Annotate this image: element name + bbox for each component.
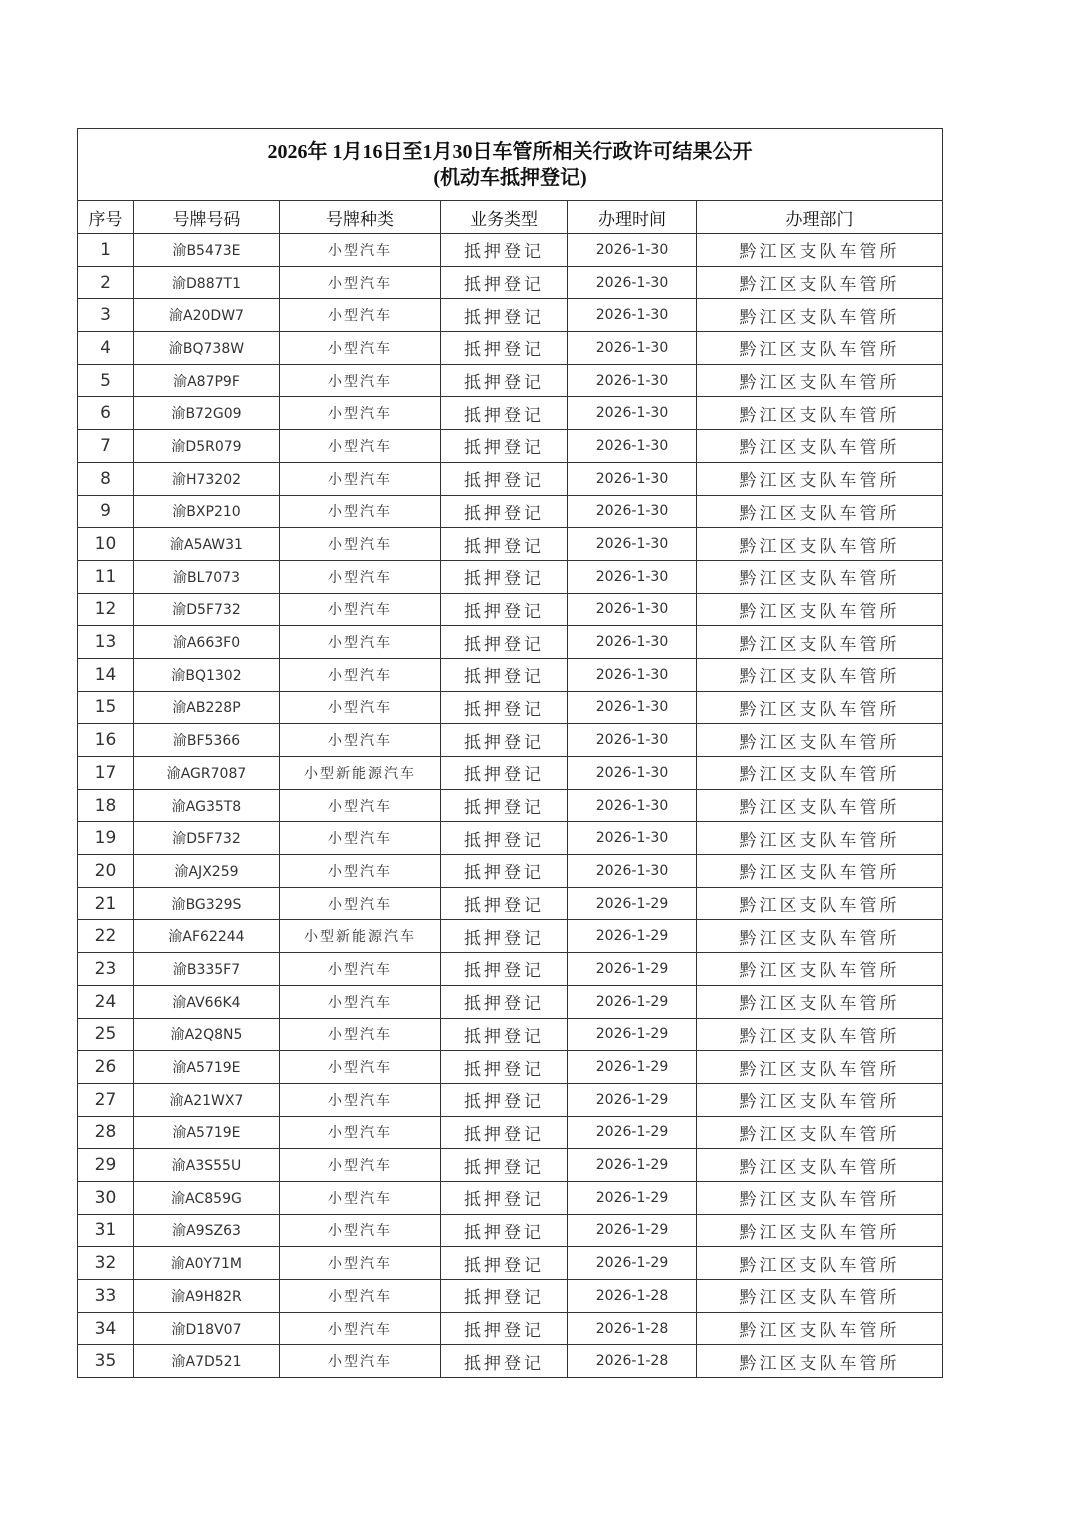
cell-department: 黔江区支队车管所 [697, 397, 943, 430]
cell-plate-type: 小型汽车 [280, 364, 441, 397]
table-row [78, 1149, 943, 1182]
table-row [78, 1181, 943, 1214]
cell-department: 黔江区支队车管所 [697, 299, 943, 332]
title-line-1: 2026年 1月16日至1月30日车管所相关行政许可结果公开 [267, 140, 753, 163]
cell-business-type: 抵押登记 [441, 920, 568, 953]
cell-process-time: 2026-1-30 [568, 234, 697, 267]
cell-plate-type: 小型汽车 [280, 1312, 441, 1345]
cell-process-time: 2026-1-30 [568, 430, 697, 463]
cell-business-type: 抵押登记 [441, 1149, 568, 1182]
table-row [78, 985, 943, 1018]
table-row [78, 1345, 943, 1378]
cell-business-type: 抵押登记 [441, 1312, 568, 1345]
cell-department: 黔江区支队车管所 [697, 1280, 943, 1313]
cell-plate-number: 渝BXP210 [134, 495, 280, 528]
cell-department: 黔江区支队车管所 [697, 1214, 943, 1247]
cell-serial-no: 23 [78, 953, 134, 986]
cell-plate-type: 小型汽车 [280, 1018, 441, 1051]
cell-serial-no: 25 [78, 1018, 134, 1051]
document-title [78, 129, 943, 201]
table-row [78, 1083, 943, 1116]
header-plate-type: 号牌种类 [280, 201, 441, 234]
cell-serial-no: 20 [78, 855, 134, 888]
cell-plate-number: 渝A5719E [134, 1051, 280, 1084]
cell-department: 黔江区支队车管所 [697, 1116, 943, 1149]
cell-department: 黔江区支队车管所 [697, 658, 943, 691]
cell-department: 黔江区支队车管所 [697, 1083, 943, 1116]
cell-plate-number: 渝B335F7 [134, 953, 280, 986]
cell-process-time: 2026-1-29 [568, 985, 697, 1018]
cell-business-type: 抵押登记 [441, 1051, 568, 1084]
table-row [78, 462, 943, 495]
cell-plate-type: 小型汽车 [280, 789, 441, 822]
table-row [78, 1214, 943, 1247]
cell-business-type: 抵押登记 [441, 953, 568, 986]
cell-serial-no: 30 [78, 1181, 134, 1214]
table-row [78, 299, 943, 332]
cell-plate-number: 渝B5473E [134, 234, 280, 267]
cell-plate-number: 渝AF62244 [134, 920, 280, 953]
cell-process-time: 2026-1-30 [568, 691, 697, 724]
cell-serial-no: 6 [78, 397, 134, 430]
cell-plate-type: 小型汽车 [280, 560, 441, 593]
cell-plate-number: 渝AC859G [134, 1181, 280, 1214]
cell-business-type: 抵押登记 [441, 1280, 568, 1313]
cell-business-type: 抵押登记 [441, 1181, 568, 1214]
cell-business-type: 抵押登记 [441, 691, 568, 724]
cell-department: 黔江区支队车管所 [697, 1345, 943, 1378]
cell-department: 黔江区支队车管所 [697, 1181, 943, 1214]
cell-serial-no: 26 [78, 1051, 134, 1084]
cell-plate-number: 渝A21WX7 [134, 1083, 280, 1116]
table-row [78, 658, 943, 691]
cell-plate-number: 渝A7D521 [134, 1345, 280, 1378]
cell-business-type: 抵押登记 [441, 855, 568, 888]
cell-plate-number: 渝AJX259 [134, 855, 280, 888]
table-row [78, 757, 943, 790]
cell-process-time: 2026-1-30 [568, 299, 697, 332]
cell-plate-number: 渝A9H82R [134, 1280, 280, 1313]
cell-plate-type: 小型汽车 [280, 332, 441, 365]
cell-process-time: 2026-1-28 [568, 1280, 697, 1313]
cell-process-time: 2026-1-30 [568, 462, 697, 495]
cell-plate-number: 渝A9SZ63 [134, 1214, 280, 1247]
cell-business-type: 抵押登记 [441, 626, 568, 659]
cell-business-type: 抵押登记 [441, 789, 568, 822]
cell-process-time: 2026-1-30 [568, 266, 697, 299]
cell-serial-no: 33 [78, 1280, 134, 1313]
cell-plate-type: 小型汽车 [280, 1247, 441, 1280]
cell-process-time: 2026-1-29 [568, 1181, 697, 1214]
cell-plate-number: 渝D5F732 [134, 593, 280, 626]
cell-plate-number: 渝AGR7087 [134, 757, 280, 790]
table-row [78, 266, 943, 299]
cell-plate-number: 渝BL7073 [134, 560, 280, 593]
cell-serial-no: 29 [78, 1149, 134, 1182]
cell-plate-number: 渝A5AW31 [134, 528, 280, 561]
cell-process-time: 2026-1-30 [568, 364, 697, 397]
cell-department: 黔江区支队车管所 [697, 985, 943, 1018]
cell-department: 黔江区支队车管所 [697, 332, 943, 365]
cell-department: 黔江区支队车管所 [697, 495, 943, 528]
cell-plate-type: 小型汽车 [280, 1083, 441, 1116]
table-row [78, 364, 943, 397]
cell-plate-number: 渝AB228P [134, 691, 280, 724]
cell-department: 黔江区支队车管所 [697, 234, 943, 267]
cell-process-time: 2026-1-30 [568, 789, 697, 822]
cell-business-type: 抵押登记 [441, 560, 568, 593]
cell-plate-number: 渝D887T1 [134, 266, 280, 299]
cell-plate-type: 小型汽车 [280, 1149, 441, 1182]
cell-process-time: 2026-1-29 [568, 920, 697, 953]
cell-business-type: 抵押登记 [441, 332, 568, 365]
cell-department: 黔江区支队车管所 [697, 855, 943, 888]
cell-serial-no: 4 [78, 332, 134, 365]
cell-plate-number: 渝B72G09 [134, 397, 280, 430]
cell-plate-number: 渝A2Q8N5 [134, 1018, 280, 1051]
cell-plate-type: 小型汽车 [280, 234, 441, 267]
cell-business-type: 抵押登记 [441, 430, 568, 463]
cell-department: 黔江区支队车管所 [697, 822, 943, 855]
table-row [78, 953, 943, 986]
cell-business-type: 抵押登记 [441, 1247, 568, 1280]
cell-plate-number: 渝D5F732 [134, 822, 280, 855]
cell-serial-no: 7 [78, 430, 134, 463]
cell-serial-no: 31 [78, 1214, 134, 1247]
table-row [78, 626, 943, 659]
cell-department: 黔江区支队车管所 [697, 724, 943, 757]
cell-serial-no: 21 [78, 887, 134, 920]
cell-plate-number: 渝A5719E [134, 1116, 280, 1149]
cell-process-time: 2026-1-30 [568, 626, 697, 659]
cell-plate-type: 小型汽车 [280, 1181, 441, 1214]
cell-process-time: 2026-1-29 [568, 1149, 697, 1182]
cell-plate-type: 小型汽车 [280, 658, 441, 691]
cell-plate-number: 渝A87P9F [134, 364, 280, 397]
cell-department: 黔江区支队车管所 [697, 1312, 943, 1345]
table-row [78, 691, 943, 724]
cell-process-time: 2026-1-29 [568, 1051, 697, 1084]
cell-plate-number: 渝A0Y71M [134, 1247, 280, 1280]
table-row [78, 855, 943, 888]
cell-department: 黔江区支队车管所 [697, 1247, 943, 1280]
cell-process-time: 2026-1-30 [568, 397, 697, 430]
cell-plate-number: 渝A3S55U [134, 1149, 280, 1182]
cell-plate-type: 小型汽车 [280, 953, 441, 986]
cell-serial-no: 19 [78, 822, 134, 855]
header-serial-no: 序号 [78, 201, 134, 234]
cell-serial-no: 14 [78, 658, 134, 691]
table-row [78, 1280, 943, 1313]
table-body [78, 234, 943, 1378]
table-row [78, 1312, 943, 1345]
cell-serial-no: 12 [78, 593, 134, 626]
cell-process-time: 2026-1-29 [568, 1214, 697, 1247]
table-row [78, 397, 943, 430]
cell-serial-no: 9 [78, 495, 134, 528]
cell-plate-number: 渝D5R079 [134, 430, 280, 463]
cell-serial-no: 16 [78, 724, 134, 757]
cell-process-time: 2026-1-29 [568, 1247, 697, 1280]
cell-process-time: 2026-1-29 [568, 1116, 697, 1149]
cell-process-time: 2026-1-30 [568, 724, 697, 757]
cell-plate-type: 小型汽车 [280, 528, 441, 561]
cell-business-type: 抵押登记 [441, 234, 568, 267]
cell-plate-type: 小型汽车 [280, 1116, 441, 1149]
table-row [78, 234, 943, 267]
cell-department: 黔江区支队车管所 [697, 757, 943, 790]
header-business-type: 业务类型 [441, 201, 568, 234]
cell-serial-no: 10 [78, 528, 134, 561]
cell-plate-number: 渝D18V07 [134, 1312, 280, 1345]
cell-business-type: 抵押登记 [441, 757, 568, 790]
cell-department: 黔江区支队车管所 [697, 1149, 943, 1182]
cell-serial-no: 8 [78, 462, 134, 495]
header-plate-number: 号牌号码 [134, 201, 280, 234]
table-row [78, 332, 943, 365]
cell-process-time: 2026-1-30 [568, 593, 697, 626]
cell-serial-no: 35 [78, 1345, 134, 1378]
cell-process-time: 2026-1-29 [568, 887, 697, 920]
cell-department: 黔江区支队车管所 [697, 953, 943, 986]
cell-department: 黔江区支队车管所 [697, 1051, 943, 1084]
cell-department: 黔江区支队车管所 [697, 593, 943, 626]
column-header-row [78, 201, 943, 234]
header-process-time: 办理时间 [568, 201, 697, 234]
cell-business-type: 抵押登记 [441, 299, 568, 332]
cell-department: 黔江区支队车管所 [697, 560, 943, 593]
table-row [78, 560, 943, 593]
table-row [78, 1116, 943, 1149]
cell-business-type: 抵押登记 [441, 1214, 568, 1247]
cell-department: 黔江区支队车管所 [697, 528, 943, 561]
cell-business-type: 抵押登记 [441, 1083, 568, 1116]
cell-serial-no: 32 [78, 1247, 134, 1280]
cell-serial-no: 22 [78, 920, 134, 953]
table-row [78, 1051, 943, 1084]
cell-plate-type: 小型汽车 [280, 1280, 441, 1313]
cell-process-time: 2026-1-30 [568, 822, 697, 855]
cell-process-time: 2026-1-28 [568, 1345, 697, 1378]
cell-department: 黔江区支队车管所 [697, 691, 943, 724]
cell-business-type: 抵押登记 [441, 266, 568, 299]
cell-process-time: 2026-1-30 [568, 855, 697, 888]
cell-plate-type: 小型汽车 [280, 985, 441, 1018]
cell-plate-type: 小型汽车 [280, 430, 441, 463]
cell-plate-type: 小型汽车 [280, 855, 441, 888]
cell-department: 黔江区支队车管所 [697, 920, 943, 953]
cell-business-type: 抵押登记 [441, 364, 568, 397]
cell-plate-type: 小型新能源汽车 [280, 920, 441, 953]
cell-plate-number: 渝BQ738W [134, 332, 280, 365]
cell-business-type: 抵押登记 [441, 593, 568, 626]
cell-serial-no: 5 [78, 364, 134, 397]
cell-department: 黔江区支队车管所 [697, 266, 943, 299]
table-row [78, 430, 943, 463]
cell-plate-type: 小型汽车 [280, 1214, 441, 1247]
cell-plate-number: 渝H73202 [134, 462, 280, 495]
cell-business-type: 抵押登记 [441, 397, 568, 430]
cell-plate-type: 小型新能源汽车 [280, 757, 441, 790]
cell-plate-type: 小型汽车 [280, 1051, 441, 1084]
cell-serial-no: 24 [78, 985, 134, 1018]
table-row [78, 495, 943, 528]
cell-serial-no: 13 [78, 626, 134, 659]
cell-process-time: 2026-1-30 [568, 658, 697, 691]
cell-business-type: 抵押登记 [441, 822, 568, 855]
table-row [78, 1247, 943, 1280]
table-row [78, 1018, 943, 1051]
cell-plate-number: 渝BG329S [134, 887, 280, 920]
cell-plate-number: 渝AG35T8 [134, 789, 280, 822]
cell-business-type: 抵押登记 [441, 1018, 568, 1051]
cell-business-type: 抵押登记 [441, 462, 568, 495]
table-row [78, 724, 943, 757]
cell-plate-type: 小型汽车 [280, 822, 441, 855]
cell-department: 黔江区支队车管所 [697, 789, 943, 822]
cell-business-type: 抵押登记 [441, 658, 568, 691]
title-line-2: (机动车抵押登记) [433, 166, 587, 189]
cell-plate-number: 渝BF5366 [134, 724, 280, 757]
registration-table [77, 128, 943, 1378]
cell-process-time: 2026-1-29 [568, 1018, 697, 1051]
cell-business-type: 抵押登记 [441, 528, 568, 561]
cell-plate-type: 小型汽车 [280, 626, 441, 659]
cell-plate-type: 小型汽车 [280, 299, 441, 332]
header-department: 办理部门 [697, 201, 943, 234]
cell-serial-no: 18 [78, 789, 134, 822]
cell-serial-no: 34 [78, 1312, 134, 1345]
cell-plate-type: 小型汽车 [280, 462, 441, 495]
cell-department: 黔江区支队车管所 [697, 626, 943, 659]
cell-business-type: 抵押登记 [441, 724, 568, 757]
title-row [78, 129, 943, 201]
cell-serial-no: 3 [78, 299, 134, 332]
cell-plate-number: 渝AV66K4 [134, 985, 280, 1018]
cell-plate-type: 小型汽车 [280, 724, 441, 757]
cell-process-time: 2026-1-30 [568, 495, 697, 528]
cell-plate-number: 渝A20DW7 [134, 299, 280, 332]
cell-process-time: 2026-1-30 [568, 560, 697, 593]
cell-business-type: 抵押登记 [441, 495, 568, 528]
cell-serial-no: 17 [78, 757, 134, 790]
cell-serial-no: 1 [78, 234, 134, 267]
cell-process-time: 2026-1-30 [568, 528, 697, 561]
cell-department: 黔江区支队车管所 [697, 430, 943, 463]
table-row [78, 887, 943, 920]
table-row [78, 822, 943, 855]
cell-plate-type: 小型汽车 [280, 1345, 441, 1378]
cell-business-type: 抵押登记 [441, 985, 568, 1018]
cell-process-time: 2026-1-30 [568, 332, 697, 365]
table-row [78, 528, 943, 561]
cell-department: 黔江区支队车管所 [697, 364, 943, 397]
cell-serial-no: 2 [78, 266, 134, 299]
cell-plate-type: 小型汽车 [280, 691, 441, 724]
cell-plate-number: 渝BQ1302 [134, 658, 280, 691]
cell-process-time: 2026-1-29 [568, 953, 697, 986]
table-row [78, 593, 943, 626]
cell-plate-type: 小型汽车 [280, 887, 441, 920]
cell-serial-no: 11 [78, 560, 134, 593]
cell-process-time: 2026-1-29 [568, 1083, 697, 1116]
cell-department: 黔江区支队车管所 [697, 1018, 943, 1051]
cell-plate-type: 小型汽车 [280, 495, 441, 528]
cell-business-type: 抵押登记 [441, 1345, 568, 1378]
cell-process-time: 2026-1-30 [568, 757, 697, 790]
cell-business-type: 抵押登记 [441, 1116, 568, 1149]
cell-plate-number: 渝A663F0 [134, 626, 280, 659]
cell-department: 黔江区支队车管所 [697, 462, 943, 495]
cell-serial-no: 28 [78, 1116, 134, 1149]
cell-serial-no: 15 [78, 691, 134, 724]
cell-plate-type: 小型汽车 [280, 397, 441, 430]
table-row [78, 789, 943, 822]
cell-process-time: 2026-1-28 [568, 1312, 697, 1345]
cell-plate-type: 小型汽车 [280, 593, 441, 626]
cell-plate-type: 小型汽车 [280, 266, 441, 299]
cell-department: 黔江区支队车管所 [697, 887, 943, 920]
table-row [78, 920, 943, 953]
cell-business-type: 抵押登记 [441, 887, 568, 920]
cell-serial-no: 27 [78, 1083, 134, 1116]
